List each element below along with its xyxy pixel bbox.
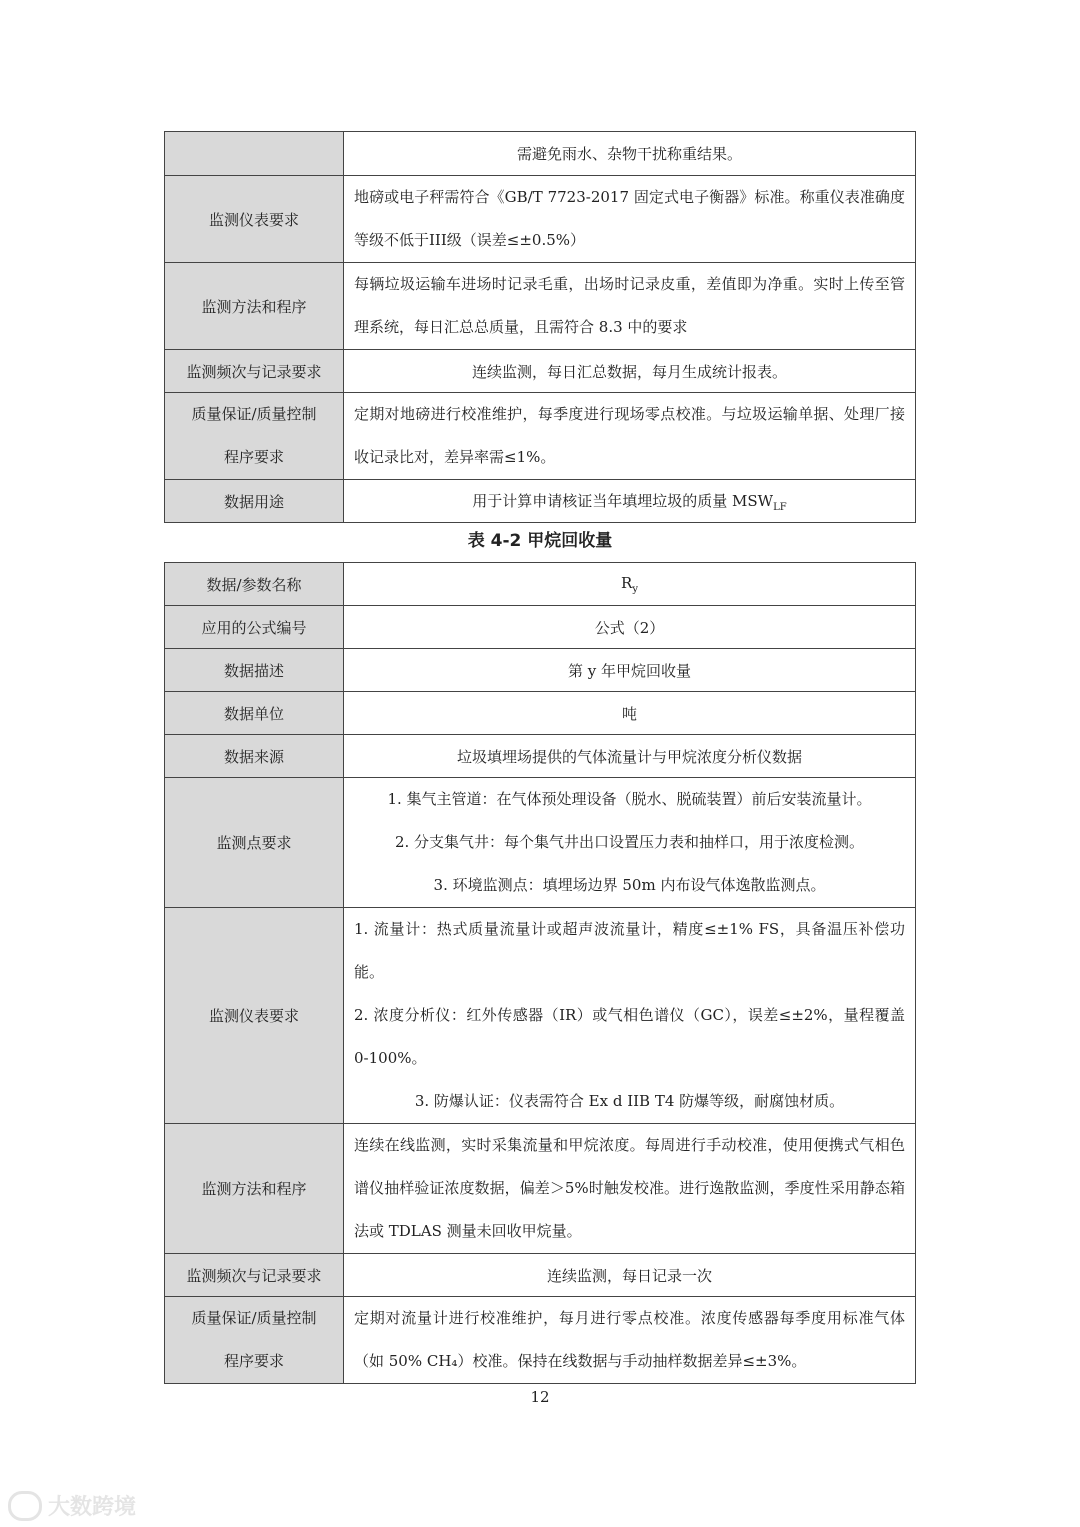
table-methane-recovery [164,562,916,1384]
table-row [165,908,916,1124]
table-row [165,692,916,735]
row-label-line: 程序要求 [223,1352,284,1370]
row-label: 监测仪表要求 [165,176,344,263]
row-value: 垃圾填埋场提供的气体流量计与甲烷浓度分析仪数据 [344,735,916,778]
row-value: 公式（2） [344,606,916,649]
row-value: 需避免雨水、杂物干扰称重结果。 [344,132,916,176]
watermark-logo-icon [8,1491,42,1521]
list-item: 3. 防爆认证：仪表需符合 Ex d IIB T4 防爆等级，耐腐蚀材质。 [414,1092,845,1110]
row-label [165,1297,344,1384]
row-value: 定期对地磅进行校准维护，每季度进行现场零点校准。与垃圾运输单据、处理厂接收记录比对，差异率需≤1%。 [344,393,916,480]
page-number: 12 [530,1388,550,1406]
row-value: 第 y 年甲烷回收量 [344,649,916,692]
row-value: 连续监测，每日汇总数据，每月生成统计报表。 [344,350,916,393]
row-value: 定期对流量计进行校准维护，每月进行零点校准。浓度传感器每季度用标准气体（如 50% CH₄）校准。保持在线数据与手动抽样数据差异≤±3%。 [344,1297,916,1384]
row-label: 数据来源 [165,735,344,778]
list-item: 1. 流量计：热式质量流量计或超声波流量计，精度≤±1% FS，具备温压补偿功能。 [354,920,905,981]
row-label: 监测点要求 [165,778,344,908]
row-value: 吨 [344,692,916,735]
table-row [165,606,916,649]
row-label: 监测仪表要求 [165,908,344,1124]
table-row [165,649,916,692]
row-label: 数据用途 [165,480,344,523]
list-item: 2. 分支集气井：每个集气井出口设置压力表和抽样口，用于浓度检测。 [394,833,865,851]
list-item: 2. 浓度分析仪：红外传感器（IR）或气相色谱仪（GC），误差≤±2%，量程覆盖 0-100%。 [354,1006,905,1067]
table-row [165,480,916,523]
row-value-list [344,778,916,908]
table-row [165,778,916,908]
watermark-text: 大数跨境 [48,1495,137,1520]
value-subscript: y [632,583,638,595]
table-row [165,263,916,350]
table-row [165,1297,916,1384]
table-data-monitoring-continued [164,131,916,523]
table-row [165,176,916,263]
table-row [165,1124,916,1254]
row-value-list [344,908,916,1124]
row-label: 监测频次与记录要求 [165,1254,344,1297]
table-row [165,350,916,393]
row-value [344,480,916,523]
row-value: 地磅或电子秤需符合《GB/T 7723-2017 固定式电子衡器》标准。称重仪表准确度等级不低于III级（误差≤±0.5%） [344,176,916,263]
table-caption: 表 4-2 甲烷回收量 [467,531,613,551]
table-row [165,132,916,176]
row-label: 监测频次与记录要求 [165,350,344,393]
row-label [165,393,344,480]
value-subscript: LF [773,501,787,513]
row-label: 数据描述 [165,649,344,692]
row-label-line: 质量保证/质量控制 [191,1309,317,1327]
row-label-line: 程序要求 [223,448,284,466]
watermark [8,1490,136,1521]
row-label: 监测方法和程序 [165,1124,344,1254]
row-value: 连续监测，每日记录一次 [344,1254,916,1297]
row-label [165,132,344,176]
value-text: R [621,573,633,592]
table-row [165,735,916,778]
row-label-line: 质量保证/质量控制 [191,405,317,423]
row-value [344,563,916,606]
table-row [165,393,916,480]
list-item: 1. 集气主管道：在气体预处理设备（脱水、脱硫装置）前后安装流量计。 [387,790,872,808]
row-value: 连续在线监测，实时采集流量和甲烷浓度。每周进行手动校准，使用便携式气相色谱仪抽样验证浓度数据，偏差＞5%时触发校准。进行逸散监测，季度性采用静态箱法或 TDLAS 测量未回收甲烷量。 [344,1124,916,1254]
row-label: 数据单位 [165,692,344,735]
table-row [165,563,916,606]
row-label: 应用的公式编号 [165,606,344,649]
list-item: 3. 环境监测点：填埋场边界 50m 内布设气体逸散监测点。 [433,876,826,894]
table-row [165,1254,916,1297]
value-text: 用于计算申请核证当年填埋垃圾的质量 MSW [472,491,774,510]
row-label: 监测方法和程序 [165,263,344,350]
row-value: 每辆垃圾运输车进场时记录毛重，出场时记录皮重，差值即为净重。实时上传至管理系统，每日汇总总质量，且需符合 8.3 中的要求 [344,263,916,350]
row-label: 数据/参数名称 [165,563,344,606]
